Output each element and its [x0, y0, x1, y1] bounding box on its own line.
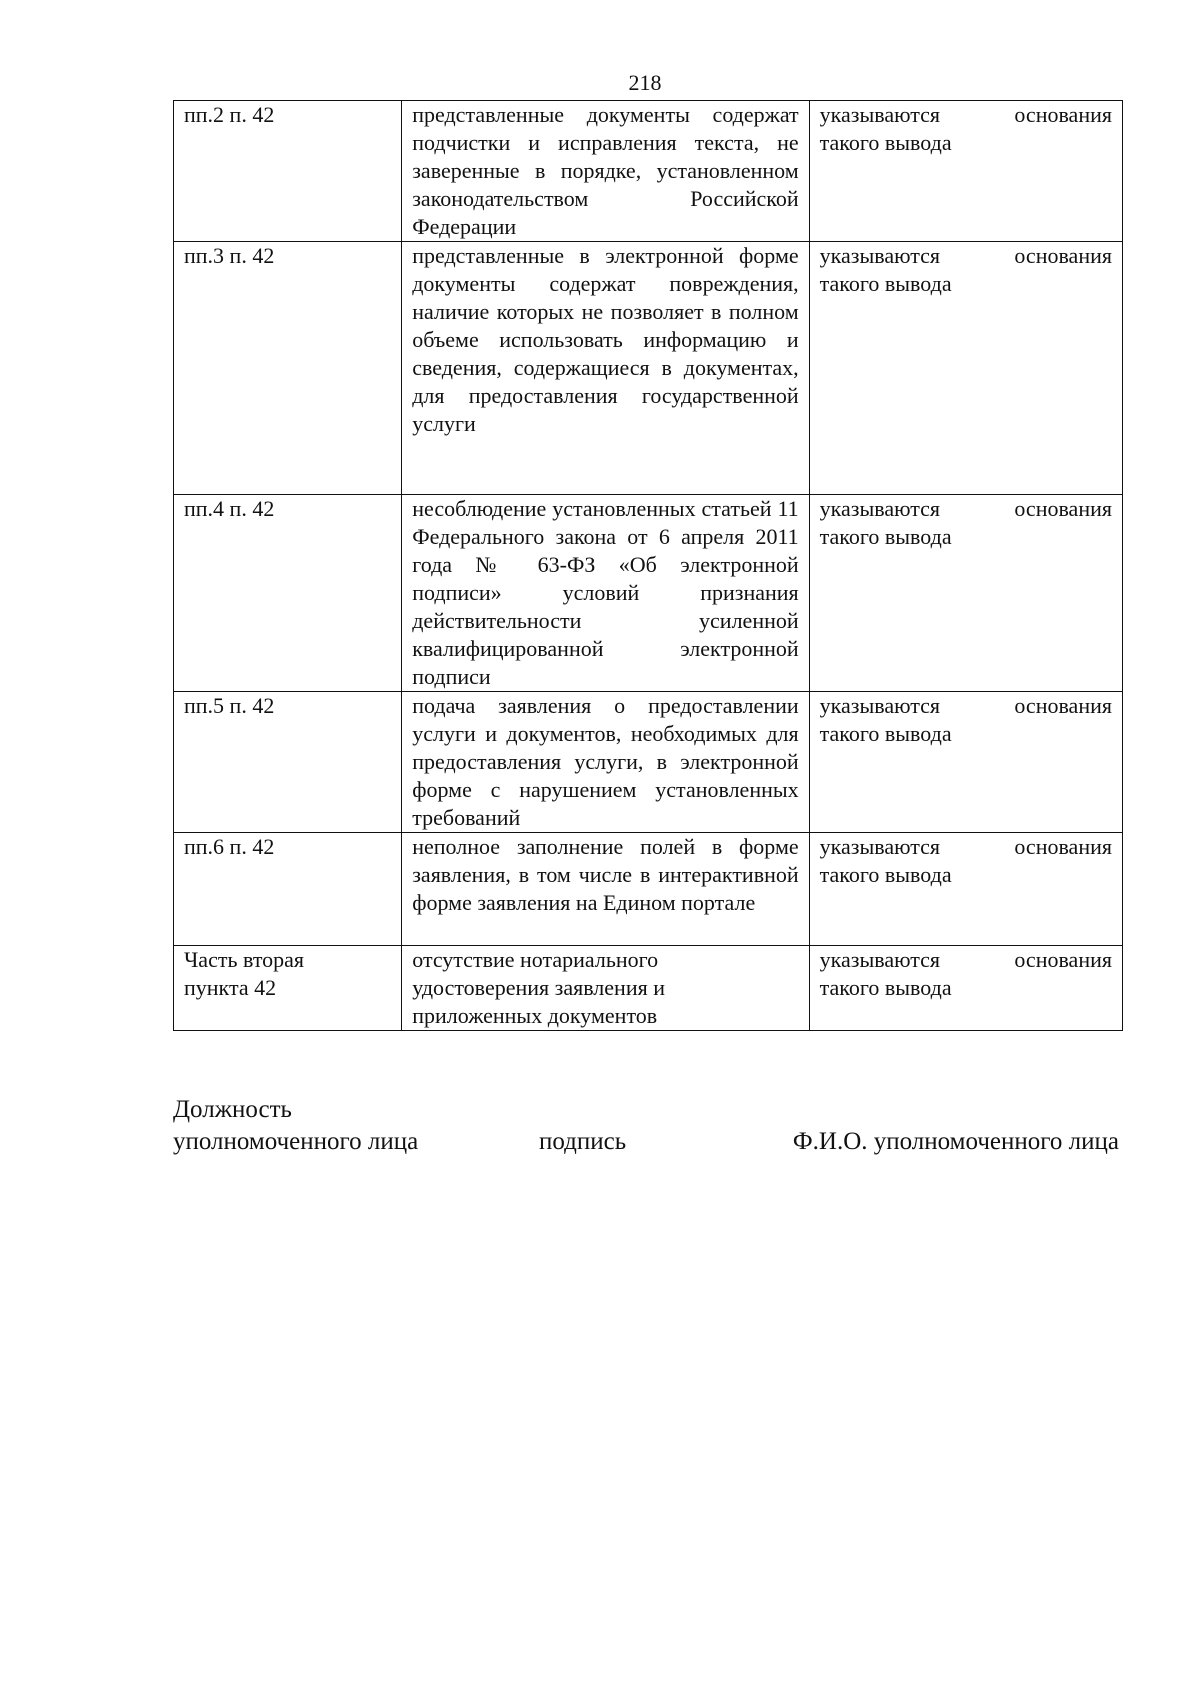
basis-line [820, 101, 1112, 129]
basis-line [820, 692, 1112, 720]
table-row [174, 495, 1123, 692]
reason-cell: несоблюдение установленных статьей 11 Федерального закона от 6 апреля 2011 года № 63-ФЗ «Об электронной подписи» условий признания действительности усиленной квалифицированной электронной подписи [402, 495, 809, 692]
signature-block [173, 1094, 1123, 1158]
basis-line [820, 242, 1112, 270]
basis-cell [809, 101, 1122, 242]
signature-line-1 [173, 1094, 1123, 1126]
basis-rest: такого вывода [819, 524, 952, 549]
reason-cell: представленные документы содержат подчистки и исправления текста, не заверенные в порядке, установленном законодательством Российской Федерации [402, 101, 809, 242]
basis-cell [809, 495, 1122, 692]
basis-word: указываются [819, 693, 941, 718]
position-label-continued: уполномоченного лица [173, 1128, 419, 1155]
basis-rest: такого вывода [819, 862, 952, 887]
reason-cell: неполное заполнение полей в форме заявления, в том числе в интерактивной форме заявления на Едином портале [402, 833, 809, 946]
reason-cell: подача заявления о предоставлении услуги и документов, необходимых для предоставления услуги, в электронной форме с нарушением установленных требований [402, 692, 809, 833]
reason-line: удостоверения заявления и [412, 975, 665, 1000]
table-row [174, 833, 1123, 946]
grounds-table [173, 100, 1123, 1031]
ref-cell: пп.3 п. 42 [174, 242, 402, 495]
basis-cell [809, 692, 1122, 833]
fio-label: Ф.И.О. уполномоченного лица [792, 1128, 1119, 1155]
ref-line: пункта 42 [184, 975, 277, 1000]
table-row [174, 692, 1123, 833]
basis-rest: такого вывода [819, 721, 952, 746]
position-label: Должность [173, 1096, 292, 1123]
basis-word: указываются [819, 496, 941, 521]
basis-rest: такого вывода [819, 271, 952, 296]
page-number: 218 [628, 70, 662, 95]
table-row [174, 242, 1123, 495]
basis-word: основания [1014, 243, 1112, 268]
reason-cell: представленные в электронной форме документы содержат повреждения, наличие которых не позволяет в полном объеме использовать информацию и сведения, содержащиеся в документах, для предоставления государственной услуги [402, 242, 809, 495]
basis-line [820, 495, 1112, 523]
ref-line: Часть вторая [184, 947, 305, 972]
reason-line: приложенных документов [412, 1003, 658, 1028]
ref-cell [174, 946, 402, 1031]
basis-rest: такого вывода [819, 130, 952, 155]
table-row [174, 101, 1123, 242]
basis-line [820, 946, 1112, 974]
basis-word: основания [1014, 102, 1112, 127]
basis-cell [809, 946, 1122, 1031]
basis-word: основания [1014, 693, 1112, 718]
ref-cell: пп.5 п. 42 [174, 692, 402, 833]
basis-cell [809, 833, 1122, 946]
basis-word: основания [1014, 947, 1112, 972]
basis-word: указываются [819, 243, 941, 268]
basis-line [820, 833, 1112, 861]
signature-label: подпись [539, 1128, 627, 1155]
basis-rest: такого вывода [819, 975, 952, 1000]
reason-cell [402, 946, 809, 1031]
basis-word: основания [1014, 834, 1112, 859]
table-row [174, 946, 1123, 1031]
basis-word: указываются [819, 102, 941, 127]
basis-word: основания [1014, 496, 1112, 521]
ref-cell: пп.4 п. 42 [174, 495, 402, 692]
basis-word: указываются [819, 834, 941, 859]
basis-cell [809, 242, 1122, 495]
ref-cell: пп.6 п. 42 [174, 833, 402, 946]
ref-cell: пп.2 п. 42 [174, 101, 402, 242]
reason-line: отсутствие нотариального [412, 947, 659, 972]
signature-line-2 [173, 1126, 1123, 1158]
basis-word: указываются [819, 947, 941, 972]
